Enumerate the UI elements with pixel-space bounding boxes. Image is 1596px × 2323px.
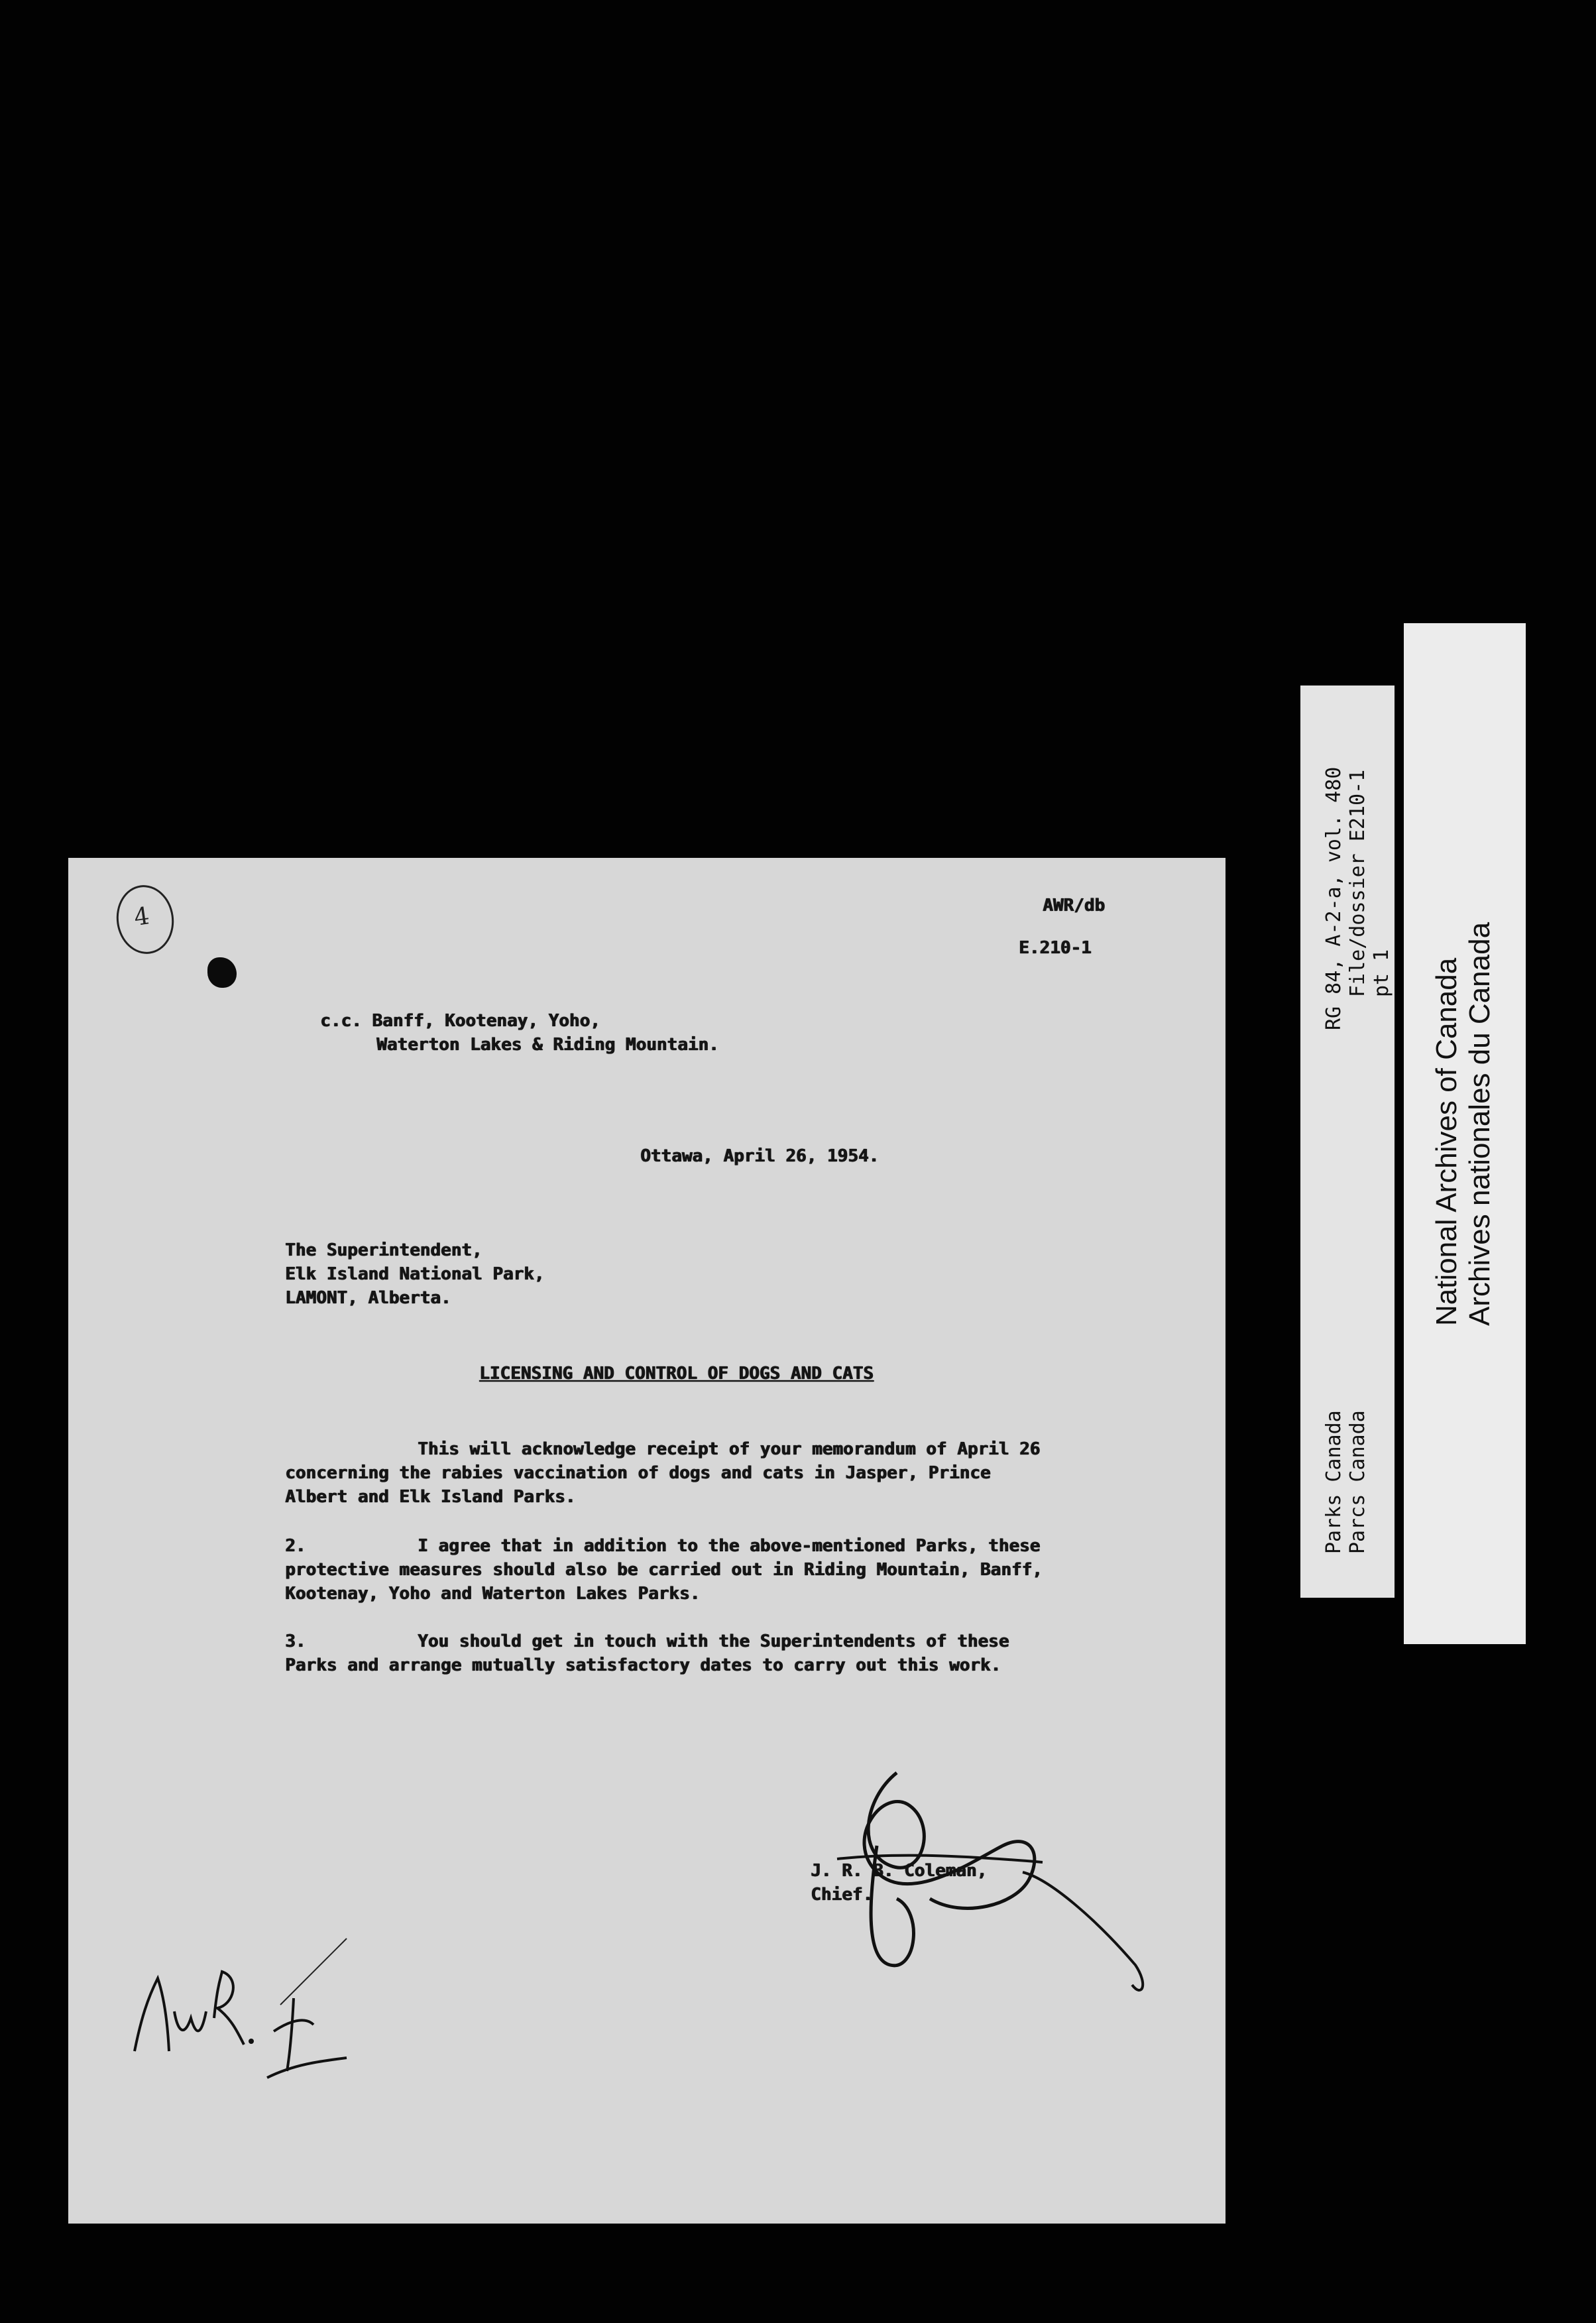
- national-archives-label: [1404, 623, 1526, 1644]
- ink-blot: [207, 957, 237, 988]
- file-number: E.210-1: [1019, 938, 1092, 958]
- signatory-name: J. R. B. Coleman,: [811, 1861, 988, 1881]
- paragraph-2-number: 2.: [285, 1536, 306, 1556]
- agency-name-fr: Parcs Canada: [1346, 1410, 1369, 1554]
- archive-name-en: National Archives of Canada: [1430, 957, 1463, 1326]
- archive-name-fr: Archives nationales du Canada: [1463, 922, 1496, 1326]
- circled-page-mark: [112, 882, 178, 958]
- paragraph-2: I agree that in addition to the above-mentioned Parks, these protective measures should also be carried out in Riding Mountain, Banff, Kootenay, Yoho and Waterton Lakes Parks.: [285, 1536, 1043, 1604]
- subject-heading: LICENSING AND CONTROL OF DOGS AND CATS: [479, 1364, 874, 1384]
- letter-page: [68, 858, 1226, 2224]
- agency-name-en: Parks Canada: [1322, 1410, 1345, 1554]
- archive-reference-line-3: pt 1: [1370, 949, 1393, 997]
- signatory-title: Chief.: [811, 1885, 873, 1905]
- paragraph-3: You should get in touch with the Superintendents of these Parks and arrange mutually satisfactory dates to carry out this work.: [285, 1632, 1009, 1675]
- handwritten-signature: [764, 1746, 1162, 2025]
- cc-line-1: c.c. Banff, Kootenay, Yoho,: [320, 1011, 600, 1031]
- paragraph-3-number: 3.: [285, 1632, 306, 1651]
- handwritten-initials: [121, 1919, 360, 2091]
- address-line-1: The Superintendent,: [285, 1240, 483, 1260]
- archive-reference-line-1: RG 84, A-2-a, vol. 480: [1322, 766, 1345, 1030]
- circled-page-number: 4: [132, 902, 152, 932]
- address-line-2: Elk Island National Park,: [285, 1264, 545, 1284]
- address-line-3: LAMONT, Alberta.: [285, 1288, 451, 1308]
- archive-reference-line-2: File/dossier E210-1: [1346, 769, 1369, 997]
- paragraph-1: This will acknowledge receipt of your memorandum of April 26 concerning the rabies vaccination of dogs and cats in Jasper, Prince Albert and Elk Island Parks.: [285, 1439, 1041, 1507]
- letter-date: Ottawa, April 26, 1954.: [640, 1146, 880, 1166]
- file-reference: AWR/db: [1043, 896, 1105, 916]
- archive-reference-label: [1300, 685, 1395, 1598]
- cc-line-2: Waterton Lakes & Riding Mountain.: [376, 1035, 719, 1055]
